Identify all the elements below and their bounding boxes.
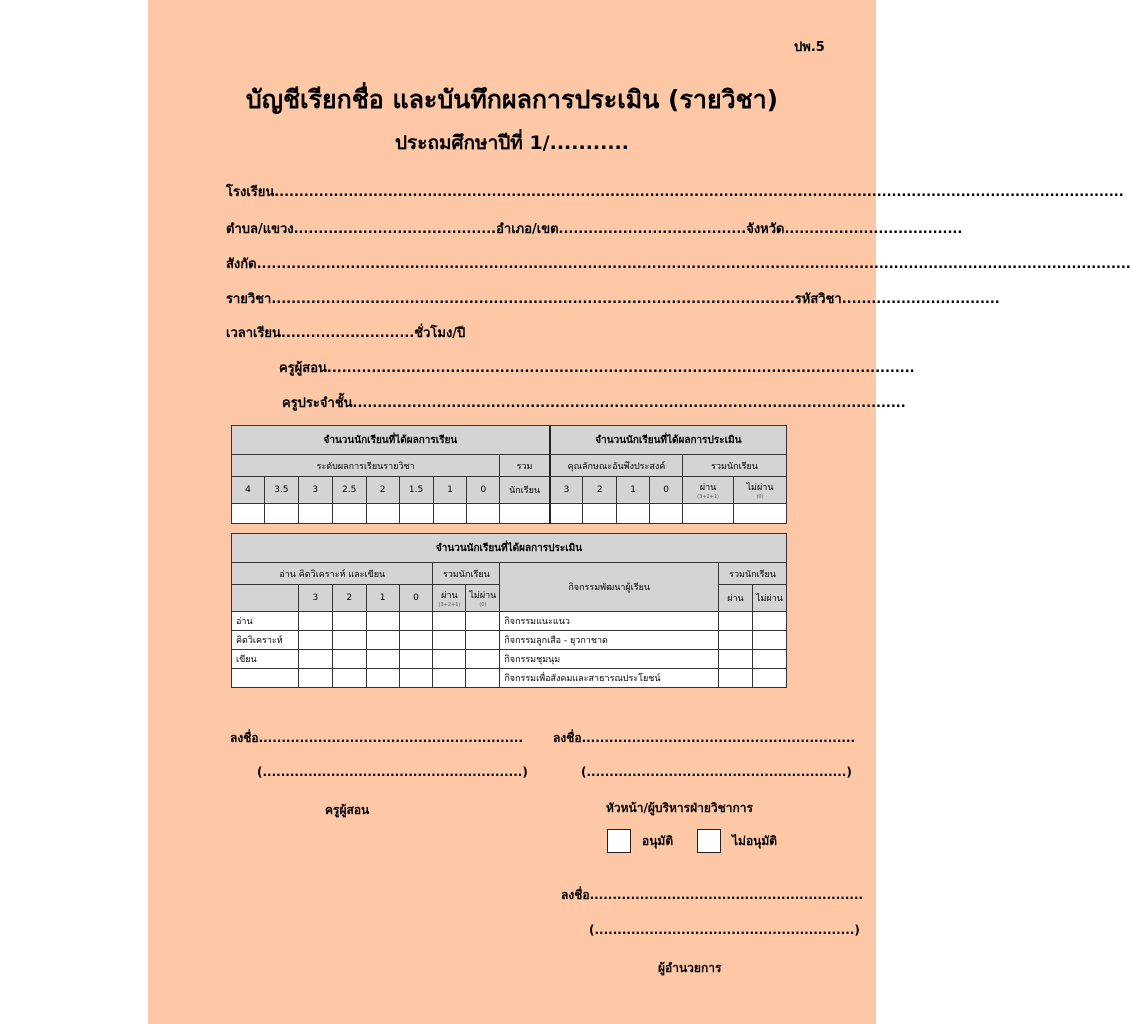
entry-cell[interactable] xyxy=(433,612,466,631)
entry-cell[interactable] xyxy=(734,504,787,524)
level-label: 0 xyxy=(399,585,433,612)
page-subtitle: ประถมศึกษาปีที่ 1/........... xyxy=(394,132,629,154)
entry-cell[interactable] xyxy=(399,669,433,688)
entry-cell[interactable] xyxy=(466,650,500,669)
academic-head-role-label: หัวหน้า/ผู้บริหารฝ่ายวิชาการ xyxy=(606,801,753,815)
approve-label: อนุมัติ xyxy=(642,834,674,848)
row-label: เขียน xyxy=(232,650,299,669)
entry-cell[interactable] xyxy=(433,504,467,524)
activity-total-header: รวมนักเรียน xyxy=(719,563,787,585)
char-level-label: 2 xyxy=(583,477,617,504)
entry-cell[interactable] xyxy=(232,504,265,524)
teacher-name-line[interactable]: (.........................................................) xyxy=(257,765,528,779)
char-level-label: 3 xyxy=(550,477,583,504)
entry-cell[interactable] xyxy=(466,612,500,631)
hours-field[interactable]: เวลาเรียน...........................ชั่วโมง/ปี xyxy=(226,326,466,341)
entry-cell[interactable] xyxy=(719,650,753,669)
entry-cell[interactable] xyxy=(399,504,433,524)
homeroom-teacher-field[interactable]: ครูประจำชั้น................................................................................................................ xyxy=(282,396,906,411)
affiliation-field[interactable]: สังกัด................................................................................................................................................................................. xyxy=(226,257,1131,272)
entry-cell[interactable] xyxy=(298,669,332,688)
grade-label: 1 xyxy=(433,477,467,504)
total-label: รวม xyxy=(500,455,550,477)
fail-label: ไม่ผ่าน (0) xyxy=(466,585,500,612)
entry-cell[interactable] xyxy=(366,612,399,631)
entry-cell[interactable] xyxy=(399,612,433,631)
entry-cell[interactable] xyxy=(719,612,753,631)
entry-cell[interactable] xyxy=(366,669,399,688)
table-row xyxy=(232,669,787,688)
form-code: ปพ.5 xyxy=(794,40,825,55)
char-level-label: 0 xyxy=(650,477,683,504)
students-label: นักเรียน xyxy=(500,477,550,504)
entry-cell[interactable] xyxy=(752,669,786,688)
entry-cell[interactable] xyxy=(752,612,786,631)
entry-cell[interactable] xyxy=(264,504,298,524)
assessment-table xyxy=(231,533,787,688)
entry-cell[interactable] xyxy=(366,650,399,669)
director-signature-line[interactable]: ลงชื่อ............................................................ xyxy=(561,888,864,902)
entry-cell[interactable] xyxy=(719,669,753,688)
entry-cell[interactable] xyxy=(752,650,786,669)
entry-cell[interactable] xyxy=(466,631,500,650)
activity-fail-label: ไม่ผ่าน xyxy=(752,585,786,612)
entry-cell[interactable] xyxy=(332,504,366,524)
fail-label: ไม่ผ่าน (0) xyxy=(734,477,787,504)
assessment-table-header: จำนวนนักเรียนที่ได้ผลการประเมิน xyxy=(232,534,787,563)
pass-label: ผ่าน (3+2+1) xyxy=(683,477,734,504)
district-field[interactable]: ตำบล/แขวง.........................................อำเภอ/เขต......................................จังหวัด.................................... xyxy=(226,222,963,237)
grade-label: 2.5 xyxy=(332,477,366,504)
entry-cell[interactable] xyxy=(752,631,786,650)
rcw-header: อ่าน คิดวิเคราะห์ และเขียน xyxy=(232,563,433,585)
teacher-role-label: ครูผู้สอน xyxy=(325,803,370,817)
entry-cell[interactable] xyxy=(617,504,650,524)
char-level-label: 1 xyxy=(617,477,650,504)
characteristics-header: คุณลักษณะอันพึงประสงค์ xyxy=(550,455,683,477)
entry-cell[interactable] xyxy=(399,650,433,669)
blank-header-cell xyxy=(232,585,299,612)
entry-cell[interactable] xyxy=(683,504,734,524)
grade-label: 0 xyxy=(467,477,500,504)
director-name-line[interactable]: (.........................................................) xyxy=(589,923,860,937)
row-label: คิดวิเคราะห์ xyxy=(232,631,299,650)
disapprove-label: ไม่อนุมัติ xyxy=(732,834,778,848)
school-field[interactable]: โรงเรียน............................................................................................................................................................................ xyxy=(226,185,1124,200)
entry-cell[interactable] xyxy=(500,504,550,524)
level-label: 3 xyxy=(298,585,332,612)
activity-label: กิจกรรมเพื่อสังคมและสาธารณประโยชน์ xyxy=(500,669,719,688)
subject-field[interactable]: รายวิชา..........................................................................................................รหัสวิชา................................ xyxy=(226,292,1000,307)
entry-cell[interactable] xyxy=(366,631,399,650)
grade-label: 2 xyxy=(366,477,399,504)
table-row xyxy=(232,504,787,524)
grade-label: 1.5 xyxy=(399,477,433,504)
director-role-label: ผู้อำนวยการ xyxy=(658,961,722,975)
entry-cell[interactable] xyxy=(433,650,466,669)
teacher-signature-line[interactable]: ลงชื่อ.......................................................... xyxy=(230,731,523,745)
entry-cell[interactable] xyxy=(332,612,366,631)
entry-cell[interactable] xyxy=(332,631,366,650)
entry-cell[interactable] xyxy=(433,631,466,650)
activity-pass-label: ผ่าน xyxy=(719,585,753,612)
entry-cell[interactable] xyxy=(467,504,500,524)
entry-cell[interactable] xyxy=(366,504,399,524)
table-row xyxy=(232,612,787,631)
entry-cell[interactable] xyxy=(650,504,683,524)
grade-label: 3.5 xyxy=(264,477,298,504)
level-label: 1 xyxy=(366,585,399,612)
entry-cell[interactable] xyxy=(332,650,366,669)
pass-label: ผ่าน (3+2+1) xyxy=(433,585,466,612)
activity-label: กิจกรรมแนะแนว xyxy=(500,612,719,631)
entry-cell[interactable] xyxy=(298,631,332,650)
form-sheet xyxy=(148,0,1131,1024)
row-label: อ่าน xyxy=(232,612,299,631)
results-header: จำนวนนักเรียนที่ได้ผลการเรียน xyxy=(232,426,550,455)
entry-cell[interactable] xyxy=(298,504,332,524)
academic-head-name-line[interactable]: (.........................................................) xyxy=(581,765,852,779)
disapprove-checkbox[interactable] xyxy=(697,829,721,853)
activity-label: กิจกรรมลูกเสือ - ยุวกาชาด xyxy=(500,631,719,650)
entry-cell[interactable] xyxy=(433,669,466,688)
activity-header: กิจกรรมพัฒนาผู้เรียน xyxy=(500,563,719,612)
char-total-header: รวมนักเรียน xyxy=(683,455,787,477)
entry-cell[interactable] xyxy=(332,669,366,688)
table-row xyxy=(232,631,787,650)
entry-cell[interactable] xyxy=(583,504,617,524)
entry-cell[interactable] xyxy=(298,612,332,631)
assessment-header: จำนวนนักเรียนที่ได้ผลการประเมิน xyxy=(550,426,787,455)
entry-cell[interactable] xyxy=(550,504,583,524)
results-table xyxy=(231,425,787,524)
entry-cell[interactable] xyxy=(719,631,753,650)
entry-cell[interactable] xyxy=(298,650,332,669)
grade-label: 4 xyxy=(232,477,265,504)
page-title: บัญชีเรียกชื่อ และบันทึกผลการประเมิน (รายวิชา) xyxy=(245,85,779,114)
entry-cell[interactable] xyxy=(466,669,500,688)
table-row xyxy=(232,650,787,669)
approve-checkbox[interactable] xyxy=(607,829,631,853)
grade-level-header: ระดับผลการเรียนรายวิชา xyxy=(232,455,500,477)
grade-label: 3 xyxy=(298,477,332,504)
activity-label: กิจกรรมชุมนุม xyxy=(500,650,719,669)
rcw-total-header: รวมนักเรียน xyxy=(433,563,500,585)
level-label: 2 xyxy=(332,585,366,612)
row-label xyxy=(232,669,299,688)
teacher-field[interactable]: ครูผู้สอน....................................................................................................................... xyxy=(279,361,915,376)
academic-head-signature-line[interactable]: ลงชื่อ............................................................ xyxy=(553,731,856,745)
entry-cell[interactable] xyxy=(399,631,433,650)
